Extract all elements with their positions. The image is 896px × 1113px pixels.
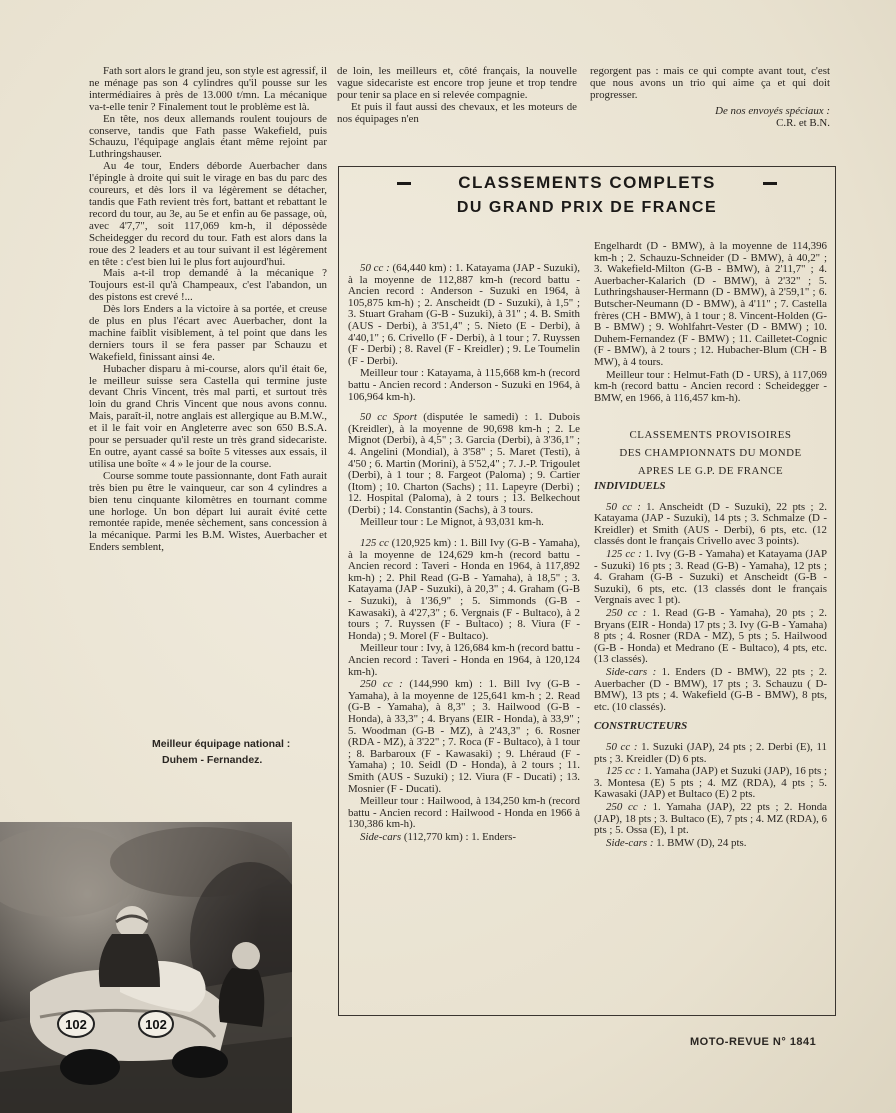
class-label: 50 cc Sport [360, 411, 417, 424]
article-paragraph: Mais a-t-il trop demandé à la mécanique ? Toujours est-il qu'à Champeaux, c'est l'abandon, un des pistons est crevé !... [89, 267, 327, 304]
results-column-left [348, 263, 580, 845]
article-paragraph: Hubacher disparu à mi-course, alors qu'il était 6e, le meilleur suisse sera Castella qui termine juste devant Chris Vincent, très mal parti, et surtout très loin du grand Chris Vincent que nous avons connu. Mais, paraît-il, notre anglais est allergique au B.M.W., et il le fait voir en Angleterre avec son 650 B.S.A. pour se persuader qu'il reste un très grand sidecariste. En outre, ayant cassé sa boîte 5 vitesses aux essais, il utilisa une boîte « 4 » le jour de la course. [89, 362, 327, 470]
sidecar-photo [0, 822, 292, 1113]
race-number: 102 [65, 1017, 87, 1032]
standings-title: CLASSEMENTS PROVISOIRES [629, 429, 792, 442]
class-label: Side-cars : [606, 666, 657, 678]
class-label: 125 cc [360, 537, 389, 550]
result-block: Meilleur tour : Katayama, à 115,668 km-h (record battu - Ancien record : Anderson - Suzuki en 1964, à 106,964 km-h). [348, 367, 580, 403]
result-block: 50 cc : (64,440 km) : 1. Katayama (JAP - Suzuki), à la moyenne de 112,887 km-h (record battu - Ancien record : Anderson - Suzuki en 1964, à 105,875 km-h) ; 2. Anscheidt (D - Suzuki), à 1,5" ; 3. Stuart Graham (G-B - Suzuki), à 31" ; 4. B. Smith (AUS - Derbi), à 3'51,4" ; 5. Nieto (E - Derbi), à 4'40,1" ; 6. Crivello (F - Derbi), à 1 tour ; 7. Ruyssen (F - Derbi) ; 8. Ravel (F - Kreidler) ; 9. Le Toumelin (F - Derbi). [348, 262, 580, 367]
standings-block: 125 cc : 1. Ivy (G-B - Yamaha) et Katayama (JAP - Suzuki) 16 pts ; 3. Read (G-B) - Yamaha), 12 pts ; 4. Graham (G-B - Suzuki) et Anscheidt (G-B - Suzuki), 6 pts, etc. (13 classés dont le français Vergnais avec 1 pt). [594, 548, 827, 607]
result-block: 50 cc Sport (disputée le samedi) : 1. Dubois (Kreidler), à la moyenne de 90,698 km-h ; 2. Le Mignot (Derbi), à 4,5" ; 3. Garcia (Derbi), à 3'36,1" ; 4. Angelini (Mondial), à 3'58" ; 5. Maret (Testi), à 4'50 ; 6. Martin (Morini), à 5'52,4" ; 7. J.-P. Trigoulet (Derbi), à 1 tour ; 8. Fargeot (Paloma) ; 9. Cartier (Itom) ; 10. Charton (Sachs) ; 11. Lapeyre (Derbi) ; 12. Hospital (Paloma), à 2 tours ; 13. Belkechout (Derbi) ; 14. Constantin (Sachs), à 3 tours. [348, 411, 580, 516]
article-column-1 [89, 66, 327, 554]
results-column-right [594, 241, 827, 850]
standings-block: 250 cc : 1. Yamaha (JAP), 22 pts ; 2. Honda (JAP), 18 pts ; 3. Bultaco (E), 7 pts ; 4. MZ (RDA), 6 pts ; 5. Ossa (E), 1 pt. [594, 800, 827, 837]
class-label: 250 cc : [606, 607, 647, 620]
class-label: 50 cc : [360, 262, 390, 274]
standings-title: APRES LE G.P. DE FRANCE [637, 464, 784, 477]
article-paragraph: Fath sort alors le grand jeu, son style est agressif, il ne ménage pas son 4 cylindres qu'il pousse sur les intermédiaires à près de 13.000 t/mn. La mécanique va-t-elle tenir ? Finalement tout le problème est là. [89, 65, 327, 113]
class-label: Side-cars [360, 830, 402, 843]
standings-block: Side-cars : 1. Enders (D - BMW), 22 pts ; 2. Auerbacher (D - BMW), 17 pts ; 3. Schauzu ( D- BMW), 13 pts ; 4. Wakefield (G-B - BMW), 8 pts, etc. (10 classés). [594, 666, 828, 713]
standings-block: Side-cars : 1. BMW (D), 24 pts. [606, 836, 747, 849]
caption-line: Meilleur équipage national : [152, 738, 291, 750]
results-subtitle: DU GRAND PRIX DE FRANCE [456, 199, 718, 216]
page-footer: MOTO-REVUE N° 1841 [690, 1036, 817, 1048]
standings-block: 125 cc : 1. Yamaha (JAP) et Suzuki (JAP), 16 pts ; 3. Montesa (E) 5 pts ; 4. MZ (RDA), 4 pts ; 5. Kawasaki (JAP) et Bultaco (E) 2 pts. [594, 765, 827, 801]
standings-block: 250 cc : 1. Read (G-B - Yamaha), 20 pts ; 2. Bryans (EIR - Honda) 17 pts ; 3. Ivy (G-B - Yamaha) 8 pts ; 4. Rosner (RDA - MZ), 5 pts ; 5. Hailwood (G-B - Honda) et Medrano (E - Bultaco), 4 pts, etc. (13 classés). [594, 607, 827, 666]
result-block: 250 cc : (144,990 km) : 1. Bill Ivy (G-B - Yamaha), à la moyenne de 125,641 km-h ; 2. Read (G-B - Yamaha), à 8,3" ; 3. Hailwood (G-B - Honda), à 33,3" ; 4. Bryans (EIR - Honda), à 33,9" ; 5. Woodman (G-B - MZ), à 2'43,3" ; 6. Rosner (RDA - MZ), à 3'22" ; 7. Roca (F - Bultaco), à 1 tour ; 8. Barbaroux (F - Kawasaki) ; 9. Lhéraud (F - Yamaha) ; 10. Seidl (D - Honda), à 2 tours ; 11. Smith (AUS - Suzuki) ; 12. Viura (F - Ducati) ; 13. Mosnier (F - Ducati). [348, 678, 580, 795]
result-block: Meilleur tour : Le Mignot, à 93,031 km-h. [360, 516, 544, 529]
class-label: Side-cars : [606, 836, 654, 849]
photo-caption [152, 736, 312, 768]
standings-block: 50 cc : 1. Anscheidt (D - Suzuki), 22 pts ; 2. Katayama (JAP - Suzuki), 14 pts ; 3. Schmalze (D - Kreidler) et Smith (AUS - Derbi), 6 pts, etc. (12 classés dont le français Crivello avec 3 points). [594, 500, 827, 548]
results-title: CLASSEMENTS COMPLETS [458, 173, 716, 192]
class-label: 50 cc : [606, 500, 641, 513]
race-number: 102 [145, 1017, 167, 1032]
class-label: 250 cc : [360, 678, 403, 691]
standings-block: 50 cc : 1. Suzuki (JAP), 24 pts ; 2. Derbi (E), 11 pts ; 3. Kreidler (D) 6 pts. [594, 740, 827, 765]
result-block: 125 cc (120,925 km) : 1. Bill Ivy (G-B - Yamaha), à la moyenne de 124,629 km-h (record battu - Ancien record : Taveri - Honda en 1964, à 117,892 km-h) ; 2. Phil Read (G-B - Yamaha), à 18,5" ; 3. Katayama (JAP - Suzuki), à 20,3" ; 4. Graham (G-B - Suzuki), à 1'36,9" ; 5. Simmonds (G-B - Kawasaki), à 4'27,3" ; 6. Vergnais (F - Bultaco), à 2 tours ; 7. Ruyssen (F - Bultaco) ; 8. Viura (F - Honda) ; 9. Morel (F - Bultaco). [348, 537, 580, 642]
signature-authors: C.R. et B.N. [776, 116, 830, 129]
article-paragraph: regorgent pas : mais ce qui compte avant tout, c'est que nous avons un trio qui aime ça et qui doit progresser. [590, 65, 830, 101]
caption-names: Duhem - Fernandez. [162, 754, 263, 766]
class-label: 250 cc : [606, 800, 647, 813]
signature-line: De nos envoyés spéciaux : [715, 104, 830, 117]
result-block: Meilleur tour : Hailwood, à 134,250 km-h (record battu - Ancien record : Hailwood - Honda en 1966 à 130,386 km-h). [348, 795, 580, 831]
article-paragraph: de loin, les meilleurs et, côté français, la nouvelle vague sidecariste est encore trop jeune et trop tendre pour tenir sa place en si relevée compagnie. [337, 65, 577, 101]
article-paragraph: Course somme toute passionnante, dont Fath aurait très bien pu être le vainqueur, car son 4 cylindres a bien tenu cinquante kilomètres en tournant comme une horloge. Un bon départ lui aurait évité cette remontée rapide, menée sèchement, sans concession à la mécanique. Parmi les B.M. Wistes, Auerbacher et Enders semblent, [89, 469, 327, 554]
article-paragraph: Dès lors Enders a la victoire à sa portée, et creuse de plus en plus l'écart avec Auerbacher, dont la machine faiblit visiblement, à tel point que dans les derniers tours il se fera passer par Schauzu et Wakefield, finissant ainsi 4e. [89, 303, 327, 363]
sidecar-photo-image [0, 822, 292, 1113]
article-paragraph: Au 4e tour, Enders déborde Auerbacher dans l'épingle à droite qui suit le virage en bas du parc des coureurs, et dès lors il va légèrement se détacher, tandis que Fath revient très fort, battant et rebattant le record du tour, au 3e, au 5e et enfin au 6e passage, où, avec 4'7,7", soit 117,069 km-h, il dépossède Scheidegger du record du tour. Fath est alors dans la roue des 2 leaders et au tour suivant il est légèrement en tête : c'est bien lui le plus fort aujourd'hui. [89, 160, 327, 268]
section-heading-constructeurs: CONSTRUCTEURS [594, 720, 688, 733]
class-label: 125 cc : [606, 548, 642, 561]
article-paragraph: En tête, nos deux allemands roulent toujours de conserve, tandis que Fath passe Wakefield, puis Schauzu, l'équipage anglais étant même rejoint par Luthringshauser. [89, 112, 327, 161]
section-heading-individuels: INDIVIDUELS [594, 480, 666, 493]
result-block: Engelhardt (D - BMW), à la moyenne de 114,396 km-h ; 2. Schauzu-Schneider (D - BMW), à 40,2" ; 3. Wakefield-Milton (G-B - BMW), à 2'11,7" ; 4. Auerbacher-Kalarich (D - BMW), à 2'32" ; 5. Luthringshauser-Hermann (D - BMW), à 2'59,1" ; 6. Butscher-Neumann (D - BMW), à 4'11" ; 7. Castella frères (CH - BMW), à 1 tour ; 8. Vincent-Holden (G-B - BMW) ; 9. Wohlfahrt-Vester (D - BMW) ; 10. Duhem-Fernandez (F - BMW) ; 11. Cailletet-Cognic (F - BMW), à 2 tours ; 12. Hubacher-Blum (CH - B MW), à 4 tours. [594, 240, 827, 368]
result-block: Meilleur tour : Helmut-Fath (D - URS), à 117,069 km-h (record battu - Ancien record : Scheidegger - BMW, en 1966, à 116,457 km-h). [594, 368, 827, 404]
signature [590, 106, 830, 130]
results-box [338, 166, 836, 1016]
result-block: Meilleur tour : Ivy, à 126,684 km-h (record battu - Ancien record : Taveri - Honda en 1964, à 120,124 km-h). [348, 642, 580, 678]
class-label: 50 cc : [606, 740, 638, 753]
article-column-2 [337, 66, 577, 126]
class-label: 125 cc : [606, 765, 642, 778]
standings-title: DES CHAMPIONNATS DU MONDE [619, 446, 802, 459]
article-paragraph: Et puis il faut aussi des chevaux, et les moteurs de nos équipages n'en [337, 100, 577, 125]
result-block: Side-cars (112,770 km) : 1. Enders- [360, 830, 516, 843]
article-column-3 [590, 66, 830, 130]
